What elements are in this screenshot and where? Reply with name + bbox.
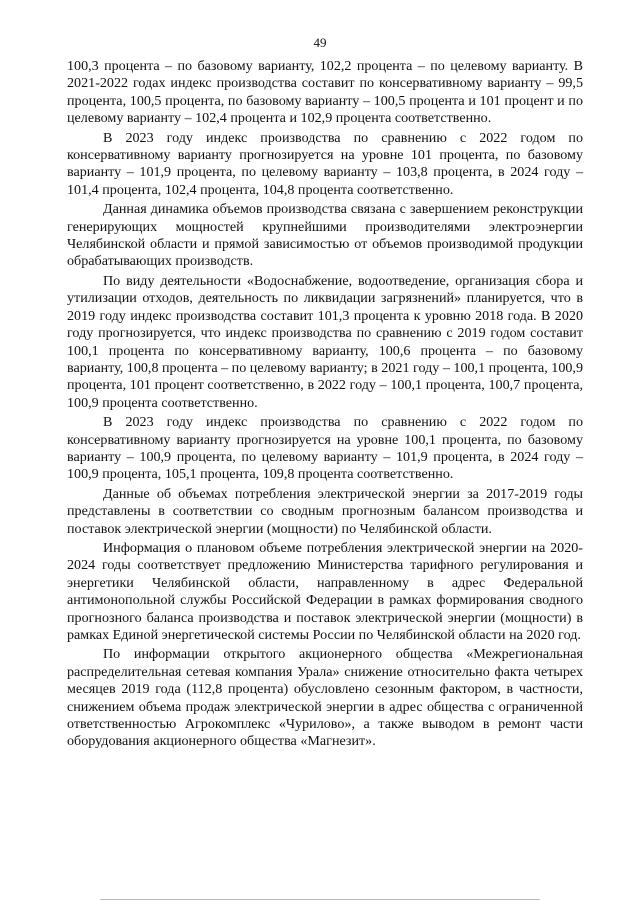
footer-rule (100, 899, 540, 900)
document-body (67, 58, 583, 753)
paragraph-water-supply: По виду деятельности «Водоснабжение, водоотведение, организация сбора и утилизации отходов, деятельность по ликвидации загрязнений» планируется, что в 2019 году индекс производства составит 101,3 процента к уровню 2018 года. В 2020 году прогнозируется, что индекс производства по сравнению с 2019 годом составит 100,1 процента по консервативному варианту, 100,6 процента – по базовому варианту, 100,8 процента – по целевому варианту; в 2021 году – 100,1 процента, 100,9 процента, 101 процент соответственно, в 2022 году – 100,1 процента, 100,7 процента, 100,9 процента соответственно. (67, 272, 583, 411)
page-number: 49 (313, 35, 327, 50)
paragraph-mrsk-urala: По информации открытого акционерного общества «Межрегиональная распределительная сетевая компания Урала» снижение относительно факта четырех месяцев 2019 года (112,8 процента) обусловлено сезонным фактором, в частности, снижением объема продаж электрической энергии в адрес общества с ограниченной ответственностью Агрокомплекс «Чурилово», а также выводом в ремонт части оборудования акционерного общества «Магнезит». (67, 646, 583, 750)
paragraph-2023-water-index: В 2023 году индекс производства по сравнению с 2022 годом по консервативному варианту прогнозируется на уровне 100,1 процента, по базовому варианту – 100,9 процента, по целевому варианту – 101,9 процента, в 2024 году – 100,9 процента, 105,1 процента, 109,8 процента соответственно. (67, 414, 583, 483)
paragraph-2023-production-index: В 2023 году индекс производства по сравнению с 2022 годом по консервативному варианту прогнозируется на уровне 101 процента, по базовому варианту – 101,9 процента, по целевому варианту – 103,8 процента, в 2024 году – 101,4 процента, 102,4 процента, 104,8 процента соответственно. (67, 129, 583, 198)
paragraph-electricity-data: Данные об объемах потребления электрической энергии за 2017-2019 годы представлены в соответствии со сводным прогнозным балансом производства и поставок электрической энергии (мощности) по Челябинской области. (67, 485, 583, 537)
paragraph-planned-consumption: Информация о плановом объеме потребления электрической энергии на 2020-2024 годы соответствует предложению Министерства тарифного регулирования и энергетики Челябинской области, направленному в адрес Федеральной антимонопольной службы Российской Федерации в рамках формирования сводного прогнозного баланса производства и поставок электрической энергии (мощности) в рамках Единой энергетической системы России по Челябинской области на 2020 год. (67, 539, 583, 643)
paragraph-dynamics-explanation: Данная динамика объемов производства связана с завершением реконструкции генерирующих мощностей крупнейшими производителями электроэнергии Челябинской области и прямой зависимостью от объемов производимой продукции обрабатывающих производств. (67, 201, 583, 270)
paragraph-1-continued: 100,3 процента – по базовому варианту, 102,2 процента – по целевому варианту. В 2021-2022 годах индекс производства составит по консервативному варианту – 99,5 процента, 100,5 процента, по базовому варианту – 100,5 процента и 101 процент и по целевому варианту – 102,4 процента и 102,9 процента соответственно. (67, 58, 583, 127)
